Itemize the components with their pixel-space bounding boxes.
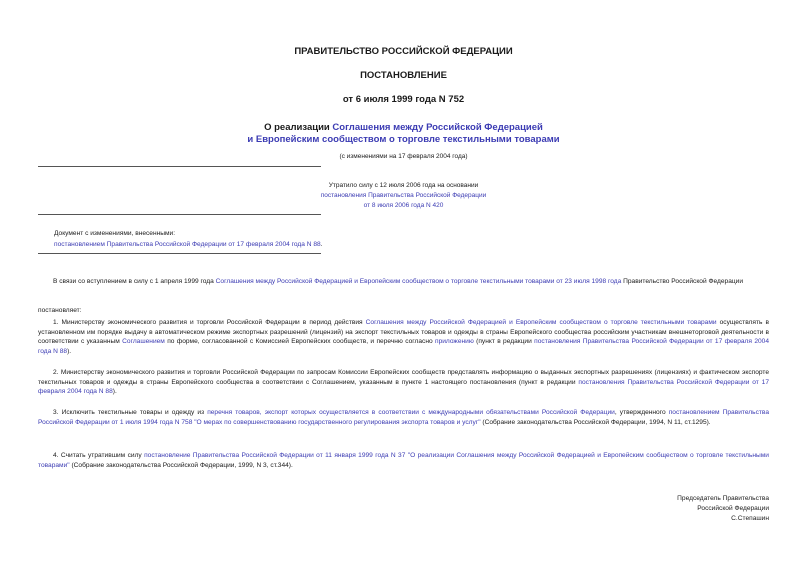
- p1-agreement-link[interactable]: Соглашения между Российской Федерацией и Европейским сообществом о торговле текстильными товарами: [365, 319, 717, 326]
- expired-link-1[interactable]: постановления Правительства Российской Федерации: [320, 192, 487, 199]
- p1-appendix-link[interactable]: приложению: [435, 338, 474, 346]
- title-agreement-link-1[interactable]: Соглашения между Российской Федерацией: [332, 122, 543, 133]
- divider: [38, 214, 321, 215]
- divider: [38, 253, 321, 254]
- divider: [38, 166, 321, 167]
- p3-goods-list-link[interactable]: перечня товаров, экспорт которых осуществляется в соответствии с международными обязательствами Российской Федерации: [207, 409, 615, 416]
- p4-resolution-link[interactable]: постановление Правительства Российской Федерации от 11 января 1999 года N 37 "О реализации Соглашения между Российской Федерацией и Европейским сообществом о торговле текстильными товарами": [38, 452, 769, 469]
- government-heading: ПРАВИТЕЛЬСТВО РОССИЙСКОЙ ФЕДЕРАЦИИ: [294, 46, 513, 57]
- p1-agreement-short-link[interactable]: Соглашением: [122, 338, 165, 346]
- paragraph-4: 4. Считать утратившим силу постановление Правительства Российской Федерации от 11 января 1999 года N 37 "О реализации Соглашения между Российской Федерацией и Европейским сообществом о торговле текстильными товарами" (Собрание законодательства Российской Федерации, 1999, N 3, ст.344).: [38, 452, 769, 469]
- intro-paragraph: В связи со вступлением в силу с 1 апреля 1999 года Соглашения между Российской Федерацией и Европейским сообществом о торговле текстильными товарами от 23 июля 1998 года Правительство Российской Федерации: [53, 278, 744, 285]
- intro-agreement-link[interactable]: Соглашения между Российской Федерацией и Европейским сообществом о торговле текстильными товарами от 23 июля 1998 года: [215, 278, 622, 285]
- signature-title: Председатель Правительства: [677, 495, 769, 502]
- changes-link[interactable]: постановлением Правительства Российской Федерации от 17 февраля 2004 года N 88: [54, 241, 321, 248]
- paragraph-1: 1. Министерству экономического развития и торговли Российской Федерации в период действия Соглашения между Российской Федерацией и Европейским сообществом о торговле текстильными товарами осуществлять в установленном им порядке выдачу в автоматическом режиме экспортных разрешений (лицензий) на экспорт текстильных товаров и одежды в страны Европейского сообщества российским участникам внешнеторговой деятельности в соответствии с указанным Соглашением по форме, согласованной с Комиссией Европейских сообществ, и перечню согласно приложению (пункт в редакции постановления Правительства Российской Федерации от 17 февраля 2004 года N 88).: [38, 319, 769, 355]
- decree-word: постановляет:: [38, 307, 82, 314]
- paragraph-2: 2. Министерству экономического развития и торговли Российской Федерации по запросам Комиссии Европейских сообществ представлять информацию о выданных экспортных разрешениях (лицензиях) и фактическом экспорте текстильных товаров и одежды в страны Европейского сообщества в соответствии с Соглашением, указанным в пункте 1 настоящего постановления (пункт в редакции постановления Правительства Российской Федерации от 17 февраля 2004 года N 88).: [38, 369, 769, 396]
- expired-text: Утратило силу с 12 июля 2006 года на основании: [328, 182, 479, 189]
- document-title: [0, 122, 807, 146]
- expired-note: [0, 181, 807, 211]
- changes-block: Документ с изменениями, внесенными: постановлением Правительства Российской Федерации от 17 февраля 2004 года N 88.: [54, 230, 323, 248]
- revision-note: (с изменениями на 17 февраля 2004 года): [339, 153, 468, 160]
- title-agreement-link-2[interactable]: и Европейским сообществом о торговле текстильными товарами: [247, 134, 560, 145]
- changes-label: Документ с изменениями, внесенными:: [54, 230, 176, 237]
- signature-country: Российской Федерации: [697, 505, 769, 512]
- p3-resolution-link[interactable]: постановлением Правительства Российской Федерации от 1 июля 1994 года N 758 "О мерах по совершенствованию государственного регулирования экспорта товаров и услуг": [38, 409, 769, 426]
- signature-name: С.Степашин: [731, 515, 769, 522]
- signature-block: [677, 494, 769, 524]
- p2-resolution-link[interactable]: постановления Правительства Российской Федерации от 17 февраля 2004 года N 88: [38, 378, 769, 396]
- document-type: ПОСТАНОВЛЕНИЕ: [360, 70, 447, 81]
- p1-resolution-link[interactable]: постановления Правительства Российской Федерации от 17 февраля 2004 года N 88: [38, 338, 769, 355]
- expired-link-2[interactable]: от 8 июля 2006 года N 420: [363, 202, 444, 209]
- paragraph-3: 3. Исключить текстильные товары и одежду из перечня товаров, экспорт которых осуществляется в соответствии с международными обязательствами Российской Федерации, утвержденного постановлением Правительства Российской Федерации от 1 июля 1994 года N 758 "О мерах по совершенствованию государственного регулирования экспорта товаров и услуг" (Собрание законодательства Российской Федерации, 1994, N 11, ст.1295).: [38, 409, 769, 426]
- title-prefix: О реализации: [264, 122, 333, 133]
- document-date: от 6 июля 1999 года N 752: [342, 94, 465, 105]
